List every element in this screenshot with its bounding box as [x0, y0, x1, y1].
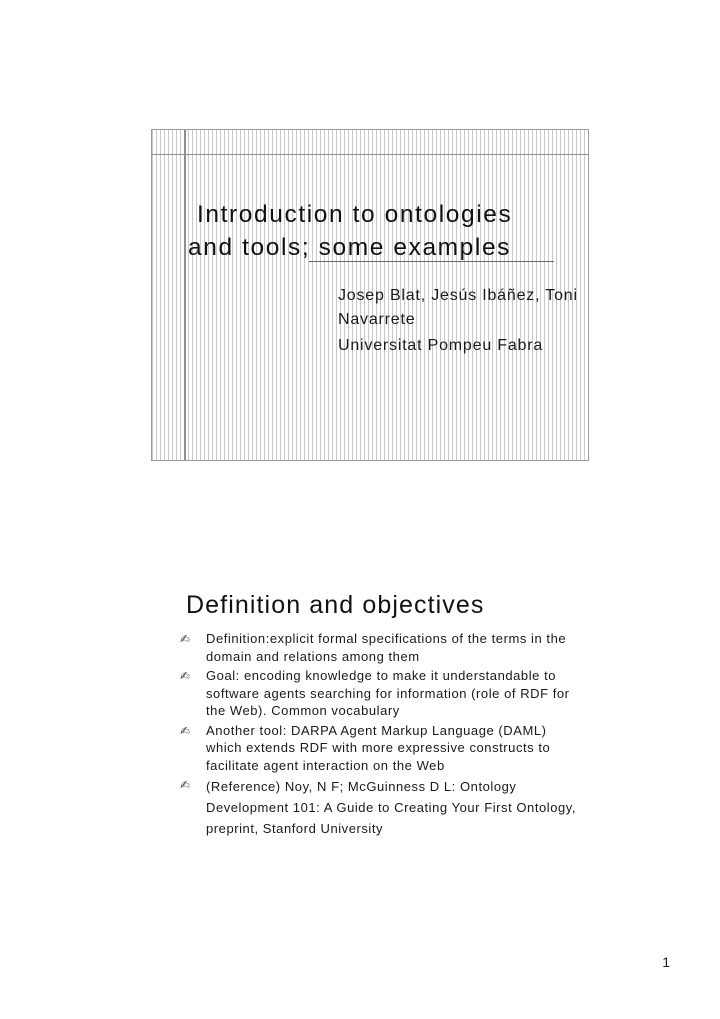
bullet-item [180, 722, 586, 775]
bullet-text: Definition:explicit formal specifications of the terms in the domain and relations among them [206, 631, 567, 664]
author-block [338, 284, 578, 358]
author-names: Josep Blat, Jesús Ibáñez, Toni Navarrete [338, 287, 578, 328]
definition-slide [180, 590, 586, 841]
bullet-item [180, 776, 586, 839]
slide-pattern-band-horizontal [152, 154, 588, 155]
slide-title [188, 198, 588, 264]
slide-pattern-band-vertical [184, 130, 186, 460]
writing-hand-icon: ✍ [180, 778, 191, 792]
writing-hand-icon: ✍ [180, 669, 191, 683]
slide-title-line-1: Introduction to ontologies [197, 201, 513, 228]
bullet-list [180, 630, 586, 839]
writing-hand-icon: ✍ [180, 723, 191, 738]
writing-hand-icon: ✍ [180, 632, 191, 646]
author-affiliation: Universitat Pompeu Fabra [338, 337, 544, 354]
slide-title-line-2: and tools; some examples [188, 234, 512, 261]
slide-heading: Definition and objectives [186, 591, 485, 619]
bullet-text: Goal: encoding knowledge to make it understandable to software agents searching for information (role of RDF for the Web). Common vocabulary [206, 668, 570, 718]
bullet-item [180, 630, 586, 665]
bullet-text: Another tool: DARPA Agent Markup Language (DAML) which extends RDF with more expressive constructs to facilitate agent interaction on the Web [206, 722, 551, 773]
bullet-text: (Reference) Noy, N F; McGuinness D L: Ontology Development 101: A Guide to Creating Your First Ontology, preprint, Stanford University [206, 779, 577, 836]
bullet-item [180, 667, 586, 720]
title-slide [152, 130, 588, 460]
page-number: 1 [662, 954, 670, 970]
title-underline [309, 261, 554, 262]
